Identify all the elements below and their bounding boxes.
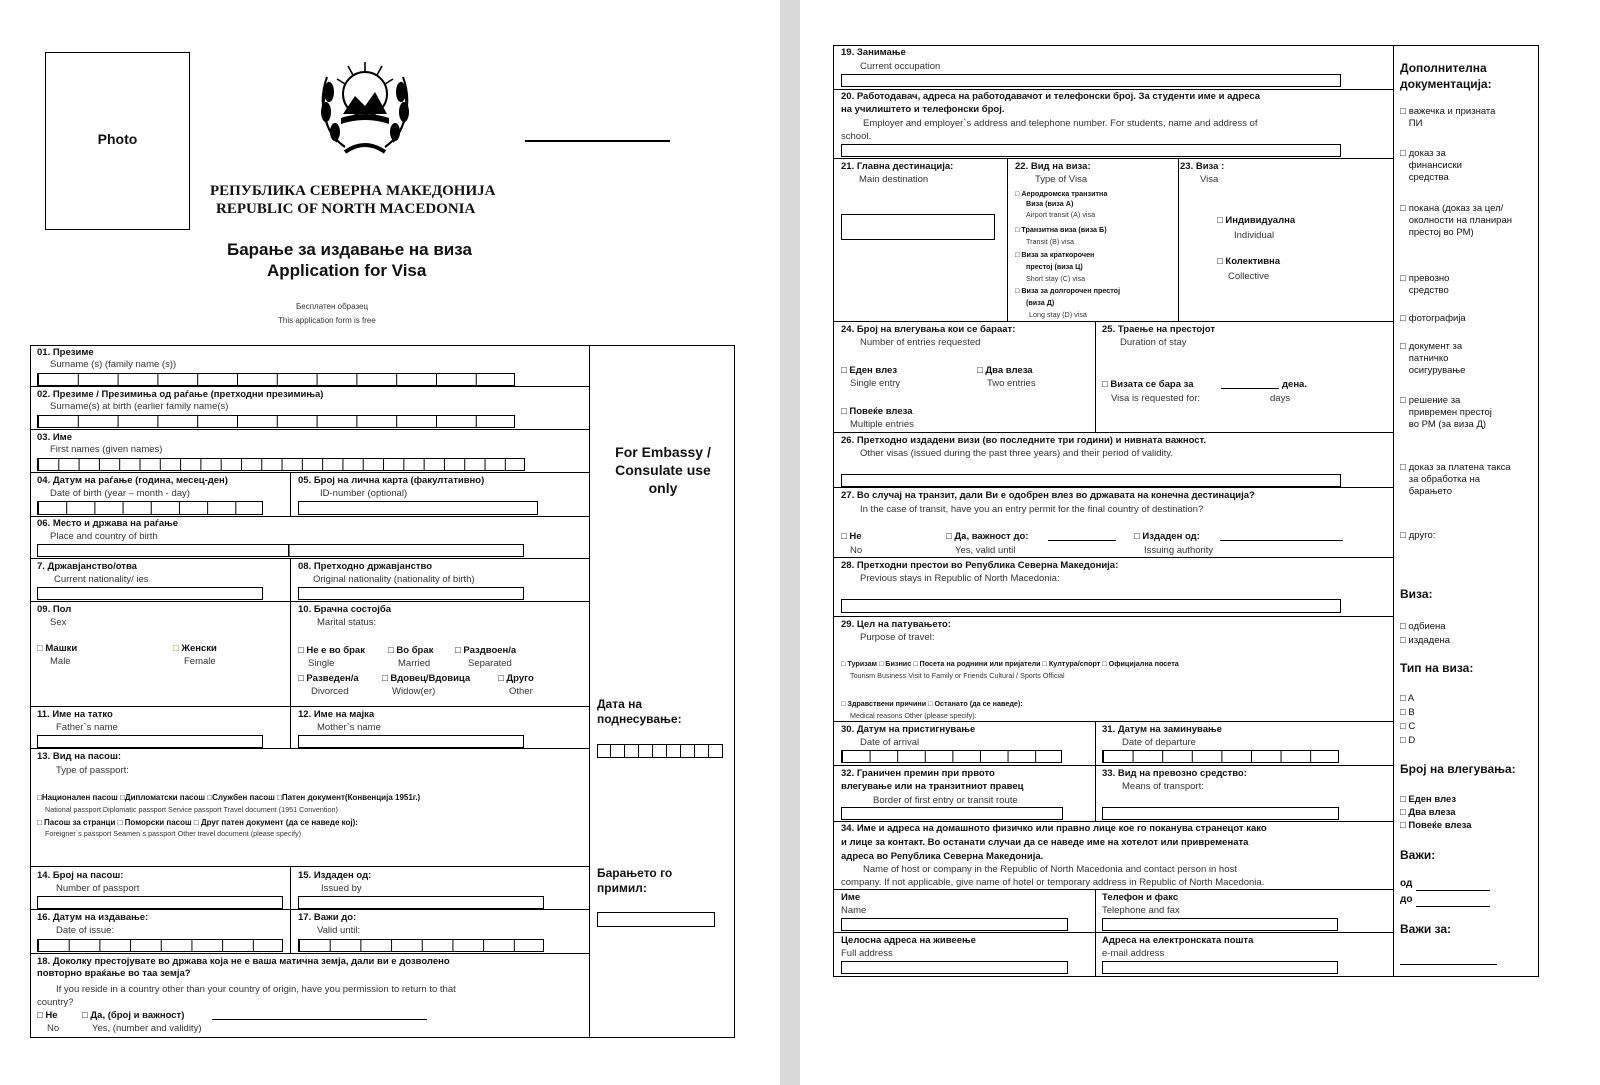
field-03-sublabel: First names (given names) [50, 444, 163, 455]
visa-type-options [1400, 692, 1415, 748]
marital-separated-sublabel: Separated [468, 658, 512, 669]
document-item[interactable]: □ превозно средство [1400, 273, 1530, 313]
form-page-1 [0, 0, 780, 1085]
sex-male-option[interactable]: □ Машки [37, 643, 78, 654]
field-34-label-line-2: и лице за контакт. Во останати случаи да се наведе име на хотелот или привремената [841, 837, 1249, 848]
field-01-sublabel: Surname (s) (family name (s)) [50, 359, 177, 370]
field-34-label-line-1: 34. Име и адреса на домашното физичко или правно лице кое го поканува странецот како [841, 823, 1267, 834]
travel-purpose-options-row-2[interactable]: □ Здравствени причини □ Останато (да се наведе): [841, 699, 1023, 708]
field-18-sublabel-line-1: If you reside in a country other than your country of origin, have you permission to return to that [56, 984, 456, 995]
father-name-input[interactable] [37, 735, 263, 748]
entries-count-two-option[interactable]: □ Два влеза [1400, 807, 1456, 818]
field-15-sublabel: Issued by [321, 883, 362, 894]
marital-divorced-sublabel: Divorced [311, 686, 349, 697]
validity-to-input[interactable] [1416, 906, 1490, 907]
sex-female-sublabel: Female [184, 656, 216, 667]
marital-widow-option[interactable]: □ Вдовец/Вдовица [382, 673, 471, 684]
field-06-sublabel: Place and country of birth [50, 531, 158, 542]
country-name-en: REPUBLIC OF NORTH MACEDONIA [216, 201, 476, 217]
form-title-en: Application for Visa [267, 261, 427, 280]
field-08-label: 08. Претходно државјанство [298, 561, 433, 572]
entries-single-option[interactable]: □ Еден влез [841, 365, 898, 376]
return-permit-yes-option[interactable]: □ Да, (број и важност) [82, 1010, 185, 1021]
checkbox-icon: □ [1400, 148, 1406, 159]
host-phone-label: Телефон и факс [1102, 892, 1179, 903]
visa-type-title: Тип на виза: [1400, 661, 1474, 675]
previous-visas-input[interactable] [841, 474, 1341, 487]
field-28-sublabel: Previous stays in Republic of North Macedonia: [860, 573, 1060, 584]
free-form-note-mk: Бесплатен образец [296, 302, 369, 311]
visa-collective-sublabel: Collective [1228, 271, 1270, 282]
field-34-label-line-3: адреса во Република Северна Македонија. [841, 851, 1044, 862]
marital-other-sublabel: Other [509, 686, 533, 697]
duration-request-option[interactable]: □ Визата се бара за [1102, 379, 1194, 390]
field-33-label: 33. Вид на превозно средство: [1102, 768, 1247, 779]
visa-status-issued-option[interactable]: □ издадена [1400, 635, 1451, 646]
duration-days-sublabel: days [1270, 393, 1291, 404]
coat-of-arms-emblem [315, 52, 415, 162]
date-of-submission-label: Дата на поднесување: [597, 697, 682, 726]
field-31-label: 31. Датум на заминување [1102, 724, 1222, 735]
entries-two-option[interactable]: □ Два влеза [977, 365, 1033, 376]
entries-multiple-option[interactable]: □ Повеќе влеза [841, 406, 913, 417]
duration-days-input[interactable] [1221, 388, 1279, 389]
checkbox-icon: □ [1400, 621, 1409, 632]
travel-purpose-options-row-1-sublabel: Tourism Business Visit to Family or Friends Cultural / Sports Official [850, 671, 1065, 680]
marital-widow-sublabel: Widow(er) [392, 686, 436, 697]
page-gutter [780, 0, 800, 1085]
border-of-entry-input[interactable] [841, 807, 1063, 820]
valid-for-label: Важи за: [1400, 922, 1452, 936]
field-02-sublabel: Surname(s) at birth (earlier family name(s) [50, 401, 229, 412]
field-30-label: 30. Датум на пристигнување [841, 724, 976, 735]
document-item[interactable]: □ покана (доказ за цел/ околности на планиран престој во РМ) [1400, 203, 1530, 273]
host-name-sublabel: Name [841, 905, 867, 916]
visa-status-refused-option[interactable]: □ одбиена [1400, 621, 1446, 632]
current-nationality-input[interactable] [37, 587, 263, 600]
checkbox-icon: □ [1400, 794, 1409, 805]
checkbox-icon: □ [1400, 273, 1406, 284]
return-permit-details-line[interactable] [212, 1019, 427, 1020]
field-18-sublabel-line-2: country? [37, 997, 74, 1008]
host-name-label: Име [841, 892, 861, 903]
field-09-sublabel: Sex [50, 617, 67, 628]
checkbox-icon: □ [37, 643, 46, 654]
visa-type-d-option[interactable]: □ Виза за долгорочен престој [1015, 286, 1121, 295]
field-04-sublabel: Date of birth (year – month - day) [50, 488, 190, 499]
id-number-input[interactable] [298, 501, 538, 515]
checkbox-icon: □ [1400, 313, 1406, 324]
field-23-label: 23. Виза : [1180, 161, 1225, 172]
transit-permit-no-sublabel: No [850, 545, 863, 556]
field-06-label: 06. Место и држава на раѓање [37, 518, 179, 529]
field-27-label: 27. Во случај на транзит, дали Ви е одобрен влез во државата на конечна дестинација? [841, 490, 1255, 501]
checkbox-icon: □ [841, 406, 850, 417]
field-02-label: 02. Презиме / Презимиња од раѓање (претходни презимиња) [37, 389, 324, 400]
marital-separated-option[interactable]: □ Раздвоен/а [455, 645, 517, 656]
document-item[interactable]: □ решение за привремен престој во РМ (за виза Д) [1400, 395, 1530, 462]
field-27-sublabel: In the case of transit, have you an entry permit for the final country of destination? [860, 504, 1204, 515]
field-05-sublabel: ID-number (optional) [320, 488, 408, 499]
checkbox-icon: □ [1400, 341, 1406, 352]
travel-purpose-options-row-1[interactable]: □ Туризам □ Бизнис □ Посета на роднини или пријатели □ Култура/спорт □ Официјална посета [841, 659, 1179, 668]
field-20-sublabel-line-2: school. [841, 131, 872, 142]
return-permit-no-option[interactable]: □ Не [37, 1010, 58, 1021]
checkbox-icon: □ [498, 673, 507, 684]
field-19-sublabel: Current occupation [860, 61, 941, 72]
visa-status-options [1400, 620, 1450, 648]
checkbox-icon: □ [946, 531, 955, 542]
field-11-label: 11. Име на татко [37, 709, 113, 720]
field-18-label-line-2: повторно враќање во таа земја? [37, 968, 191, 979]
visa-type-a-checkbox[interactable]: □ A [1400, 693, 1415, 704]
field-22-label: 22. Вид на виза: [1015, 161, 1091, 172]
field-16-sublabel: Date of issue: [56, 925, 115, 936]
document-item[interactable]: □ доказ за финансиски средства [1400, 148, 1530, 203]
visa-status-title: Виза: [1400, 587, 1433, 601]
visa-collective-option[interactable]: □ Колективна [1217, 256, 1281, 267]
transit-issuing-authority-option[interactable]: □ Издаден од: [1134, 531, 1200, 542]
reference-line [525, 140, 670, 142]
previous-stays-input[interactable] [841, 599, 1341, 613]
transit-permit-no-option[interactable]: □ Не [841, 531, 862, 542]
field-32-sublabel: Border of first entry or transit route [873, 795, 1018, 806]
form-page-2 [800, 0, 1600, 1085]
return-permit-yes-sublabel: Yes, (number and validity) [92, 1023, 202, 1034]
embassy-use-only-label: For Embassy / Consulate use only [615, 444, 711, 496]
host-email-sublabel: e-mail address [1102, 948, 1165, 959]
document-item[interactable]: □ важечка и призната ПИ [1400, 106, 1530, 148]
entries-single-sublabel: Single entry [850, 378, 901, 389]
field-01-label: 01. Презиме [37, 347, 94, 358]
employer-input[interactable] [841, 144, 1341, 157]
field-29-sublabel: Purpose of travel: [860, 632, 935, 643]
visa-type-d-option-line-2: (виза Д) [1026, 298, 1055, 307]
field-15-label: 15. Издаден од: [298, 870, 372, 881]
field-32-label-line-1: 32. Граничен премин при првото [841, 768, 995, 779]
marital-married-sublabel: Married [398, 658, 431, 669]
validity-from-label: од [1400, 878, 1413, 889]
field-04-label: 04. Датум на раѓање (година, месец-ден) [37, 475, 228, 486]
duration-days-label: дена. [1282, 379, 1307, 390]
visa-type-c-option-line-2: престој (виза Ц) [1026, 262, 1083, 271]
visa-individual-sublabel: Individual [1234, 230, 1275, 241]
visa-type-d-checkbox[interactable]: □ D [1400, 735, 1416, 746]
field-31-sublabel: Date of departure [1122, 737, 1196, 748]
sex-male-sublabel: Male [50, 656, 71, 667]
surname-at-birth-input[interactable] [37, 415, 515, 428]
checkbox-icon: □ [1400, 530, 1406, 541]
checkbox-icon: □ [173, 643, 182, 654]
submission-date-boxes[interactable] [597, 744, 723, 758]
visa-type-a-option[interactable]: □ Аеродромска транзитна [1015, 189, 1108, 198]
issued-by-input[interactable] [298, 896, 544, 909]
means-of-transport-input[interactable] [1102, 807, 1339, 820]
date-of-issue-input[interactable] [37, 939, 283, 952]
host-phone-sublabel: Telephone and fax [1102, 905, 1180, 916]
host-address-input[interactable] [841, 961, 1068, 974]
checkbox-icon: □ [82, 1010, 91, 1021]
field-17-sublabel: Valid until: [317, 925, 361, 936]
visa-type-d-sublabel: Long stay (D) visa [1029, 310, 1087, 319]
field-28-label: 28. Претходни престои во Република Северна Македонија: [841, 560, 1119, 571]
field-20-label-line-1: 20. Работодавач, адреса на работодавачот и телефонски број. За студенти име и адреса [841, 91, 1261, 102]
received-by-input[interactable] [597, 912, 715, 927]
visa-type-b-option[interactable]: □ Транзитна виза (виза Б) [1015, 225, 1107, 234]
host-address-sublabel: Full address [841, 948, 893, 959]
return-permit-no-sublabel: No [47, 1023, 60, 1034]
additional-documents-title: Дополнителна документација: [1400, 61, 1492, 91]
checkbox-icon: □ [1400, 106, 1406, 117]
field-11-sublabel: Father`s name [56, 722, 118, 733]
passport-number-input[interactable] [37, 896, 283, 909]
date-of-departure-input[interactable] [1102, 750, 1339, 763]
marital-divorced-option[interactable]: □ Разведен/а [298, 673, 359, 684]
checkbox-icon: □ [1400, 203, 1406, 214]
first-names-input[interactable] [37, 458, 525, 471]
entries-two-sublabel: Two entries [987, 378, 1036, 389]
entries-count-multiple-option[interactable]: □ Повеќе влеза [1400, 820, 1472, 831]
checkbox-icon: □ [841, 365, 850, 376]
field-14-label: 14. Број на пасош: [37, 870, 124, 881]
field-03-label: 03. Име [37, 432, 72, 443]
received-by-label: Барањето го примил: [597, 866, 673, 895]
field-16-label: 16. Датум на издавање: [37, 912, 149, 923]
visa-type-c-sublabel: Short stay (C) visa [1026, 274, 1086, 283]
field-33-sublabel: Means of transport: [1122, 781, 1204, 792]
checkbox-icon: □ [1400, 721, 1409, 732]
host-email-label: Адреса на електронската пошта [1102, 935, 1254, 946]
field-08-sublabel: Original nationality (nationality of birth) [313, 574, 475, 585]
field-24-label: 24. Број на влегувања кои се бараат: [841, 324, 1016, 335]
checkbox-icon: □ [1217, 215, 1226, 226]
validity-title: Важи: [1400, 848, 1436, 862]
document-item[interactable]: □ документ за патничко осигурување [1400, 341, 1530, 395]
checkbox-icon: □ [1400, 635, 1409, 646]
entries-count-title: Број на влегувања: [1400, 762, 1516, 776]
checkbox-icon: □ [298, 645, 307, 656]
passport-type-options-row-2-sublabel: Foreigner`s passport Seamen`s passport Other travel document (please specify) [45, 829, 302, 838]
occupation-input[interactable] [841, 74, 1341, 87]
checkbox-icon: □ [388, 645, 397, 656]
field-30-sublabel: Date of arrival [860, 737, 920, 748]
checkbox-icon: □ [1134, 531, 1143, 542]
field-20-sublabel-line-1: Employer and employer`s address and telephone number. For students, name and address of [863, 118, 1258, 129]
field-10-label: 10. Брачна состојба [298, 604, 392, 615]
checkbox-icon: □ [977, 365, 986, 376]
checkbox-icon: □ [298, 673, 307, 684]
host-phone-input[interactable] [1102, 918, 1338, 931]
photo-label: Photo [97, 131, 138, 147]
field-07-label: 7. Државјанство/отва [37, 561, 137, 572]
visa-individual-option[interactable]: □ Индивидуална [1217, 215, 1296, 226]
transit-permit-yes-option[interactable]: □ Да, важност до: [946, 531, 1029, 542]
document-item[interactable]: □ друго: [1400, 530, 1530, 550]
field-24-sublabel: Number of entries requested [860, 337, 981, 348]
marital-married-option[interactable]: □ Во брак [388, 645, 434, 656]
place-of-birth-input[interactable] [37, 544, 524, 557]
date-of-birth-input[interactable] [37, 501, 263, 515]
marital-single-sublabel: Single [308, 658, 335, 669]
checkbox-icon: □ [382, 673, 391, 684]
field-25-sublabel: Duration of stay [1120, 337, 1187, 348]
field-10-sublabel: Marital status: [317, 617, 377, 628]
host-name-input[interactable] [841, 918, 1068, 931]
field-26-sublabel: Other visas (issued during the past three years) and their period of validity. [860, 448, 1173, 459]
field-20-label-line-2: на училиштето и телефонски број. [841, 104, 1005, 115]
host-email-input[interactable] [1102, 961, 1338, 974]
field-05-label: 05. Број на лична карта (факултативно) [298, 475, 485, 486]
transit-issuing-authority-sublabel: Issuing authority [1144, 545, 1214, 556]
field-13-sublabel: Type of passport: [56, 765, 129, 776]
visa-type-c-checkbox[interactable]: □ C [1400, 721, 1416, 732]
checkbox-icon: □ [1400, 462, 1406, 473]
field-09-label: 09. Пол [37, 604, 72, 615]
checkbox-icon: □ [455, 645, 464, 656]
visa-type-a-option-line-2: Виза (виза А) [1026, 199, 1074, 208]
validity-to-label: до [1400, 894, 1413, 905]
field-18-label-line-1: 18. Доколку престојувате во држава која не е ваша матична земја, дали ви е дозволено [37, 956, 450, 967]
field-25-label: 25. Траење на престојот [1102, 324, 1216, 335]
field-26-label: 26. Претходно издадени визи (во последните три години) и нивната важност. [841, 435, 1206, 446]
checkbox-icon: □ [1400, 693, 1408, 704]
field-12-sublabel: Mother`s name [317, 722, 381, 733]
marital-single-option[interactable]: □ Не е во брак [298, 645, 365, 656]
field-13-label: 13. Вид на пасош: [37, 751, 122, 762]
transit-valid-until-input[interactable] [1048, 540, 1116, 541]
additional-documents-list [1400, 106, 1530, 550]
country-name-mk: РЕПУБЛИКА СЕВЕРНА МАКЕДОНИЈА [210, 183, 496, 199]
visa-type-b-sublabel: Transit (B) visa [1026, 237, 1075, 246]
field-34-sublabel-line-1: Name of host or company in the Republic of North Macedonia and contact person in host [863, 864, 1237, 875]
travel-purpose-options-row-2-sublabel: Medical reasons Other (please specify): [850, 711, 977, 720]
transit-issuing-authority-input[interactable] [1220, 540, 1343, 541]
field-21-label: 21. Главна дестинација: [841, 161, 954, 172]
entries-count-single-option[interactable]: □ Еден влез [1400, 794, 1457, 805]
document-item[interactable]: □ доказ за платена такса за обработка на барањето [1400, 462, 1530, 530]
form-title-mk: Барање за издавање на виза [227, 240, 472, 259]
main-destination-input[interactable] [841, 214, 995, 240]
entries-multiple-sublabel: Multiple entries [850, 419, 914, 430]
checkbox-icon: □ [1400, 707, 1409, 718]
mother-name-input[interactable] [298, 735, 524, 748]
checkbox-icon: □ [1102, 379, 1111, 390]
document-item[interactable]: □ фотографија [1400, 313, 1530, 341]
visa-type-b-checkbox[interactable]: □ B [1400, 707, 1415, 718]
field-22-sublabel: Type of Visa [1035, 174, 1088, 185]
checkbox-icon: □ [37, 1010, 46, 1021]
duration-request-sublabel: Visa is requested for: [1111, 393, 1201, 404]
field-21-sublabel: Main destination [859, 174, 929, 185]
passport-type-options-row-2[interactable]: □ Пасош за странци □ Поморски пасош □ Друг патен документ (да се наведе кој): [37, 818, 358, 827]
checkbox-icon: □ [1400, 395, 1406, 406]
visa-type-c-option[interactable]: □ Виза за краткорочен [1015, 250, 1095, 259]
field-12-label: 12. Име на мајка [298, 709, 375, 720]
free-form-note-en: This application form is free [278, 316, 376, 325]
checkbox-icon: □ [841, 531, 850, 542]
field-29-label: 29. Цел на патувањето: [841, 619, 951, 630]
checkbox-icon: □ [1217, 256, 1226, 267]
passport-type-options-row-1-sublabel: National passport Diplomatic passport Service passport Travel document (1951 Convention) [45, 805, 338, 814]
field-07-sublabel: Current nationality/ ies [54, 574, 149, 585]
checkbox-icon: □ [1400, 735, 1409, 746]
host-address-label: Целосна адреса на живеење [841, 935, 976, 946]
checkbox-icon: □ [1400, 820, 1409, 831]
marital-other-option[interactable]: □ Друго [498, 673, 534, 684]
passport-type-options-row-1[interactable]: □Национален пасош □Дипломатски пасош □Службен пасош □Патен документ(Конвенција 1951г.) [37, 793, 421, 802]
field-23-sublabel: Visa [1200, 174, 1219, 185]
field-17-label: 17. Важи до: [298, 912, 357, 923]
checkbox-icon: □ [1400, 807, 1409, 818]
sex-female-option[interactable]: □ Женски [173, 643, 217, 654]
valid-for-input[interactable] [1400, 964, 1497, 965]
entries-count-options [1400, 793, 1472, 832]
photo-box [45, 52, 190, 230]
original-nationality-input[interactable] [298, 587, 524, 600]
field-19-label: 19. Занимање [841, 47, 906, 58]
field-34-sublabel-line-2: company. If not applicable, give name of hotel or temporary address in Republic of North Macedonia. [841, 877, 1265, 888]
validity-from-input[interactable] [1416, 890, 1490, 891]
surname-input[interactable] [37, 373, 515, 386]
visa-type-a-sublabel: Airport transit (A) visa [1026, 210, 1096, 219]
field-14-sublabel: Number of passport [56, 883, 140, 894]
valid-until-input[interactable] [298, 939, 544, 952]
date-of-arrival-input[interactable] [841, 750, 1062, 763]
field-32-label-line-2: влегување или на транзитниот правец [841, 781, 1024, 792]
transit-permit-yes-sublabel: Yes, valid until [955, 545, 1016, 556]
